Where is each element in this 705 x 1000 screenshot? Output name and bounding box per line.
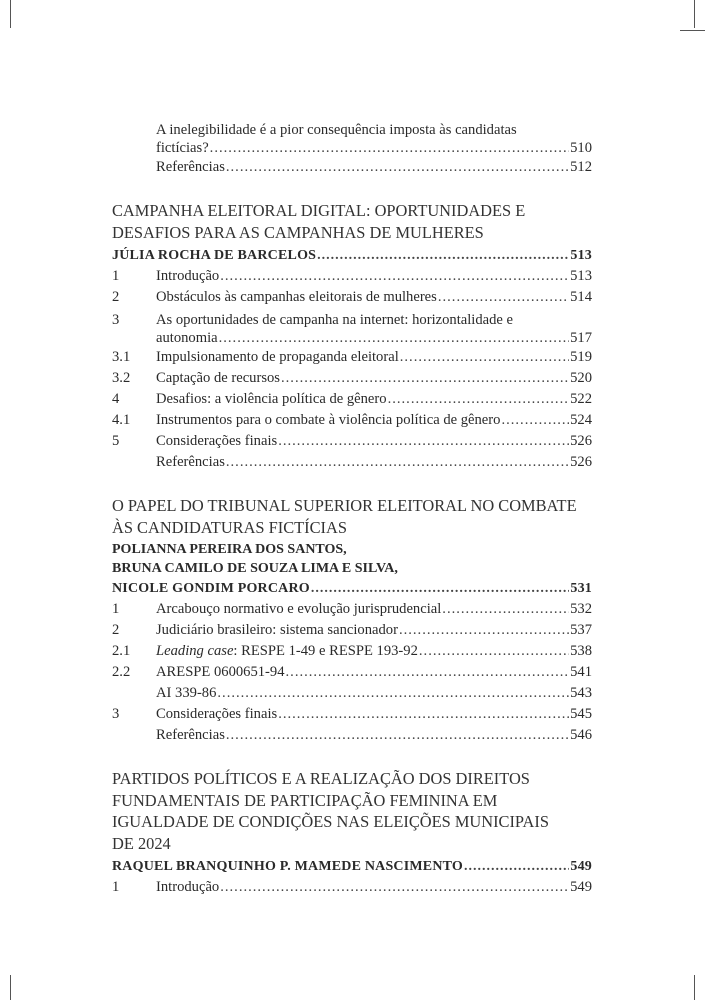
page-number: 526 [570,433,592,449]
entry-title [156,431,277,452]
dot-leader [317,245,569,266]
toc-entry[interactable] [112,347,592,368]
dot-leader [419,641,569,662]
entry-line [112,662,592,683]
page-number: 549 [570,859,592,874]
chapter-title: PARTIDOS POLÍTICOS E A REALIZAÇÃO DOS DIREITOS [112,769,530,788]
toc-entry[interactable] [112,641,592,662]
entry-title [156,139,209,157]
chapter-author: POLIANNA PEREIRA DOS SANTOS, [112,542,347,557]
entry-line [112,329,592,347]
entry-line [112,287,592,308]
toc-entry[interactable] [112,311,592,347]
author-row [112,578,592,599]
section-number: 4 [112,391,120,407]
dot-leader [278,704,569,725]
crop-mark-bottom-left [10,975,11,1000]
page-number: 519 [570,349,592,365]
section-number: 2 [112,289,120,305]
entry-title-text: : RESPE 1-49 e RESPE 193-92 [233,643,418,659]
entry-title [156,620,398,641]
entry-line [112,347,592,368]
entry-line [112,725,592,746]
dot-leader [226,157,569,178]
dot-leader [210,139,569,157]
dot-leader [464,856,569,877]
entry-line [112,410,592,431]
entry-line [112,157,592,178]
crop-mark-top-left [10,0,11,28]
entry-title-text: Referências [156,727,225,743]
dot-leader [388,389,570,410]
page-number: 517 [570,330,592,346]
entry-title-text: ARESPE 0600651-94 [156,664,285,680]
dot-leader [442,599,569,620]
section-number: 3 [112,312,120,328]
dot-leader [286,662,570,683]
entry-title [156,641,418,662]
toc-entry[interactable] [112,266,592,287]
toc-entry[interactable] [112,389,592,410]
crop-mark-top-right [694,0,695,28]
entry-line [112,311,592,329]
dot-leader [217,683,569,704]
entry-title-text: Considerações finais [156,706,278,722]
dot-leader [399,620,569,641]
entry-line [112,452,592,473]
entry-title [156,266,219,287]
toc-section [112,202,592,473]
section-number: 2 [112,622,120,638]
entry-title-italic: Leading case [156,643,234,659]
entry-title-text: Instrumentos para o combate à violência política de gênero [156,412,501,428]
toc-entry[interactable] [112,662,592,683]
section-number: 3.1 [112,349,131,365]
dot-leader [226,452,569,473]
dot-leader [219,329,570,347]
entry-title-text: Captação de recursos [156,370,280,386]
entry-title: A inelegibilidade é a pior consequência imposta às candidatas [156,122,517,138]
page-number: 520 [570,370,592,386]
crop-mark-bottom-right [694,975,695,1000]
entry-title [156,329,218,347]
chapter-title: CAMPANHA ELEITORAL DIGITAL: OPORTUNIDADES E [112,201,526,220]
entry-title: As oportunidades de campanha na internet: horizontalidade e [156,312,514,328]
dot-leader [220,877,569,898]
dot-leader [400,347,569,368]
entry-title [156,389,387,410]
entry-line [112,389,592,410]
toc-section [112,121,592,178]
toc-entry[interactable] [112,368,592,389]
entry-title-text: Arcabouço normativo e evolução jurisprudencial [156,601,442,617]
dot-leader [281,368,569,389]
page-number: 514 [570,289,592,305]
entry-line [112,620,592,641]
dot-leader [220,266,569,287]
entry-line [112,641,592,662]
entry-title-text: Impulsionamento de propaganda eleitoral [156,349,399,365]
toc-entry[interactable] [112,877,592,898]
entry-title [156,877,219,898]
section-number: 5 [112,433,120,449]
table-of-contents [112,118,592,898]
section-number: 4.1 [112,412,131,428]
chapter-author: BRUNA CAMILO DE SOUZA LIMA E SILVA, [112,561,398,576]
entry-title [156,662,285,683]
entry-line [112,683,592,704]
toc-entry[interactable] [112,599,592,620]
page-number: 522 [570,391,592,407]
toc-entry[interactable] [112,287,592,308]
page-number: 546 [570,727,592,743]
page-number: 538 [570,643,592,659]
entry-title-text: Considerações finais [156,433,278,449]
entry-line [112,877,592,898]
section-number: 1 [112,879,120,895]
page-number: 532 [570,601,592,617]
section-number: 3.2 [112,370,131,386]
chapter-title: O PAPEL DO TRIBUNAL SUPERIOR ELEITORAL NO COMBATE [112,496,577,515]
toc-entry[interactable] [112,431,592,452]
toc-entry[interactable] [112,157,592,178]
chapter-author: RAQUEL BRANQUINHO P. MAMEDE NASCIMENTO [112,859,464,874]
page-number: 543 [570,685,592,701]
toc-entry[interactable] [112,620,592,641]
author-row [112,245,592,266]
entry-line [112,599,592,620]
page-number: 524 [570,412,592,428]
author-row [112,856,592,877]
page-number: 513 [570,268,592,284]
entry-line [112,368,592,389]
dot-leader [438,287,569,308]
entry-title [156,599,441,620]
toc-section [112,770,592,898]
dot-leader [278,431,569,452]
entry-line [112,704,592,725]
entry-title-text: AI 339-86 [156,685,217,701]
entry-title-text: Referências [156,454,225,470]
entry-title [156,410,500,431]
chapter-author: JÚLIA ROCHA DE BARCELOS [112,248,317,263]
toc-entry[interactable] [112,725,592,746]
page-number: 510 [570,140,592,156]
entry-title [156,287,437,308]
entry-title-text: autonomia [156,330,218,346]
toc-entry[interactable] [112,452,592,473]
toc-entry[interactable] [112,410,592,431]
entry-title [156,368,280,389]
entry-title [156,725,225,746]
page-number: 512 [570,159,592,175]
toc-entry[interactable] [112,704,592,725]
entry-title-text: Obstáculos às campanhas eleitorais de mulheres [156,289,437,305]
page-number: 537 [570,622,592,638]
chapter-title: ÀS CANDIDATURAS FICTÍCIAS [112,517,347,537]
entry-title [156,683,216,704]
section-number: 2.2 [112,664,131,680]
entry-line [112,431,592,452]
chapter-title: DE 2024 [112,833,171,853]
chapter-title: DESAFIOS PARA AS CAMPANHAS DE MULHERES [112,222,484,242]
entry-line [112,266,592,287]
toc-section [112,497,592,746]
entry-title [156,704,277,725]
toc-entry[interactable] [112,121,592,157]
chapter-title: FUNDAMENTAIS DE PARTICIPAÇÃO FEMININA EM [112,790,498,810]
entry-line [112,139,592,157]
entry-title-text: fictícias? [156,140,209,156]
toc-entry[interactable] [112,683,592,704]
entry-title-text: Referências [156,159,225,175]
section-number: 1 [112,601,120,617]
page-number: 545 [570,706,592,722]
entry-title [156,452,225,473]
chapter-author: NICOLE GONDIM PORCARO [112,581,310,596]
entry-title-text: Introdução [156,879,220,895]
entry-title [156,347,399,368]
section-number: 1 [112,268,120,284]
entry-title-text: Introdução [156,268,220,284]
crop-mark-top-right-h [680,30,705,31]
entry-line [112,121,592,139]
section-number: 3 [112,706,120,722]
section-number: 2.1 [112,643,131,659]
entry-title [156,157,225,178]
page-number: 549 [570,879,592,895]
page-number: 526 [570,454,592,470]
dot-leader [226,725,569,746]
dot-leader [501,410,569,431]
entry-title-text: Judiciário brasileiro: sistema sancionador [156,622,398,638]
dot-leader [311,578,570,599]
page-number: 531 [570,581,592,596]
page-number: 513 [570,248,592,263]
page-number: 541 [570,664,592,680]
entry-title-text: Desafios: a violência política de gênero [156,391,387,407]
chapter-title: IGUALDADE DE CONDIÇÕES NAS ELEIÇÕES MUNICIPAIS [112,812,549,831]
